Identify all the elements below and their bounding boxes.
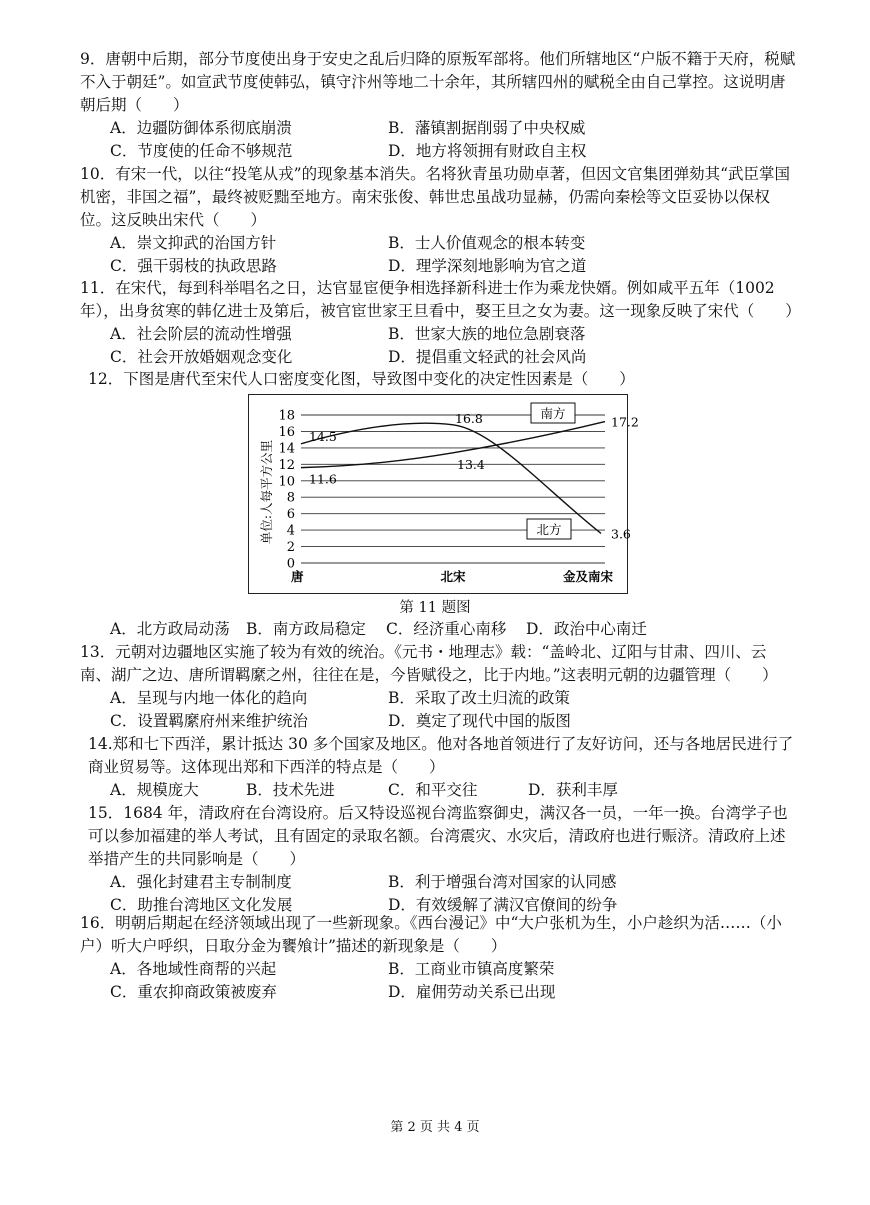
options-row: [80, 981, 796, 1004]
question-9: [80, 48, 796, 163]
option-d[interactable]: D．政治中心南迁: [526, 620, 647, 638]
data-label: 11.6: [309, 471, 337, 487]
option-d[interactable]: D．有效缓解了满汉官僚间的纷争: [388, 896, 618, 914]
option-a[interactable]: A．强化封建君主专制制度: [110, 873, 292, 891]
page-footer: 第 2 页 共 4 页: [390, 1120, 480, 1135]
y-tick-label: 0: [286, 556, 295, 572]
option-c[interactable]: C．和平交往: [388, 781, 478, 799]
options-row: [80, 346, 796, 369]
option-b[interactable]: B．藩镇割据削弱了中央权威: [388, 119, 586, 137]
question-stem: 16．明朝后期起在经济领域出现了一些新现象。《西台漫记》中“大户张机为生，小户趁织为活……（小户）听大户呼织，日取分金为饔飧计”描述的新现象是（ ）: [80, 914, 782, 955]
options-row: [80, 255, 796, 278]
options-row: [80, 618, 796, 641]
question-11: [80, 277, 801, 369]
option-a[interactable]: A．崇文抑武的治国方针: [110, 234, 277, 252]
chart-caption: 第 11 题图: [399, 600, 471, 616]
question-stem: 12．下图是唐代至宋代人口密度变化图，导致图中变化的决定性因素是（ ）: [88, 370, 635, 388]
option-c[interactable]: C．助推台湾地区文化发展: [110, 896, 293, 914]
option-b[interactable]: B．采取了改土归流的政策: [388, 689, 570, 707]
option-d[interactable]: D．地方将领拥有财政自主权: [388, 142, 587, 160]
options-row: [88, 871, 796, 894]
x-tick-label: 北宋: [440, 569, 466, 584]
option-c[interactable]: C．强干弱枝的执政思路: [110, 257, 277, 275]
question-16: [80, 912, 796, 1004]
question-stem: 14.郑和七下西洋，累计抵达 30 多个国家及地区。他对各地首领进行了友好访问，还与各地居民进行了商业贸易等。这体现出郑和下西洋的特点是（ ）: [88, 735, 794, 776]
legend-label-north: 北方: [536, 522, 562, 537]
question-12: [88, 368, 796, 391]
y-tick-label: 4: [286, 523, 295, 539]
option-a[interactable]: A．社会阶层的流动性增强: [110, 325, 292, 343]
option-d[interactable]: D．获利丰厚: [528, 781, 618, 799]
chart-svg: [249, 395, 639, 593]
option-a[interactable]: A．呈现与内地一体化的趋向: [110, 689, 308, 707]
y-tick-label: 6: [286, 507, 295, 523]
option-b[interactable]: B．士人价值观念的根本转变: [388, 234, 586, 252]
option-b[interactable]: B．工商业市镇高度繁荣: [388, 960, 555, 978]
y-axis-label: 单位:人每平方公里: [259, 439, 274, 545]
options-row: [80, 710, 796, 733]
y-tick-label: 8: [286, 490, 295, 506]
question-14: [88, 733, 796, 802]
series-line-north: [301, 423, 601, 533]
population-density-chart: [248, 394, 639, 594]
option-d[interactable]: D．雇佣劳动关系已出现: [388, 983, 556, 1001]
options-row: [80, 323, 796, 346]
option-d[interactable]: D．理学深刻地影响为官之道: [388, 257, 587, 275]
y-tick-label: 10: [278, 474, 295, 490]
option-a[interactable]: A．北方政局动荡: [110, 620, 230, 638]
y-tick-label: 12: [278, 457, 295, 473]
question-stem: 9．唐朝中后期，部分节度使出身于安史之乱后归降的原叛军部将。他们所辖地区“户版不籍于天府，税赋不入于朝廷”。如宣武节度使韩弘，镇守汴州等地二十余年，其所辖四州的赋税全由自己掌控。这说明唐朝后期（ ）: [80, 50, 796, 114]
question-stem: 13．元朝对边疆地区实施了较为有效的统治。《元书・地理志》载：“盖岭北、辽阳与甘肃、四川、云南、湖广之边、唐所谓羁縻之州，往往在是，今皆赋役之，比于内地。”这表明元朝的边疆管理（ ）: [80, 643, 778, 684]
data-label: 16.8: [455, 410, 483, 426]
option-b[interactable]: B．技术先进: [246, 781, 335, 799]
question-stem: 11．在宋代，每到科举唱名之日，达官显宦便争相选择新科进士作为乘龙快婿。例如咸平五年（1002 年），出身贫寒的韩亿进士及第后，被官宦世家王旦看中，娶王旦之女为妻。这一现象反映了宋代（ ）: [80, 279, 801, 320]
data-label: 17.2: [611, 414, 639, 430]
question-stem: 15．1684 年，清政府在台湾设府。后又特设巡视台湾监察御史，满汉各一员，一年一换。台湾学子也可以参加福建的举人考试，且有固定的录取名额。台湾震灾、水灾后，清政府也进行赈济。清政府上述举措产生的共同影响是（ ）: [88, 804, 788, 868]
option-b[interactable]: B．南方政局稳定: [246, 620, 366, 638]
option-d[interactable]: D．奠定了现代中国的版图: [388, 712, 571, 730]
y-tick-label: 2: [286, 540, 295, 556]
data-label: 13.4: [457, 456, 485, 472]
option-a[interactable]: A．各地域性商帮的兴起: [110, 960, 277, 978]
x-tick-label: 金及南宋: [562, 569, 613, 584]
option-c[interactable]: C．社会开放婚姻观念变化: [110, 348, 293, 366]
option-c[interactable]: C．经济重心南移: [386, 620, 507, 638]
x-tick-label: 唐: [291, 569, 304, 584]
legend-label-south: 南方: [540, 406, 566, 421]
option-c[interactable]: C．节度使的任命不够规范: [110, 142, 293, 160]
options-row: [88, 779, 796, 802]
options-row: [80, 117, 796, 140]
option-a[interactable]: A．规模庞大: [110, 781, 199, 799]
option-d[interactable]: D．提倡重文轻武的社会风尚: [388, 348, 587, 366]
series-line-south: [301, 422, 605, 468]
option-b[interactable]: B．世家大族的地位急剧衰落: [388, 325, 586, 343]
question-13: [80, 641, 796, 733]
option-c[interactable]: C．重农抑商政策被废弃: [110, 983, 277, 1001]
option-b[interactable]: B．利于增强台湾对国家的认同感: [388, 873, 617, 891]
option-a[interactable]: A．边疆防御体系彻底崩溃: [110, 119, 292, 137]
options-row: [80, 958, 796, 981]
options-row: [80, 232, 796, 255]
y-tick-label: 16: [278, 424, 295, 440]
question-15: [88, 802, 796, 917]
question-stem: 10．有宋一代，以往“投笔从戎”的现象基本消失。名将狄青虽功勋卓著，但因文官集团弹劾其“武臣掌国机密，非国之福”，最终被贬黜至地方。南宋张俊、韩世忠虽战功显赫，仍需向秦桧等文臣妥协以保权位。这反映出宋代（ ）: [80, 165, 790, 229]
y-tick-label: 18: [278, 408, 295, 424]
options-row: [80, 687, 796, 710]
data-label: 14.5: [309, 428, 337, 444]
question-10: [80, 163, 796, 278]
data-label: 3.6: [611, 526, 631, 542]
option-c[interactable]: C．设置羁縻府州来维护统治: [110, 712, 308, 730]
y-tick-label: 14: [278, 441, 295, 457]
question-12-options: [80, 618, 796, 641]
options-row: [80, 140, 796, 163]
